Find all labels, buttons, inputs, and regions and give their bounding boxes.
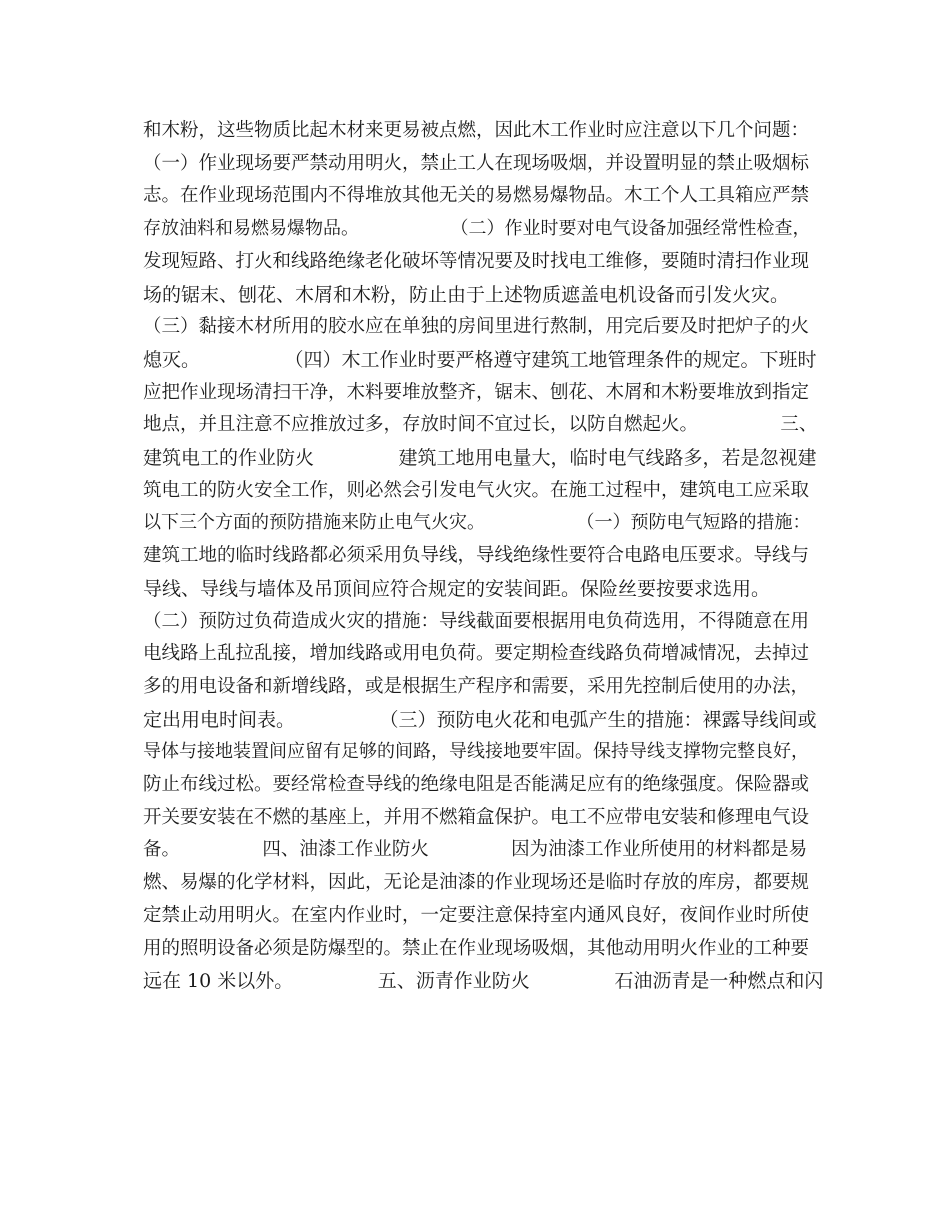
text-line: 备。 四、油漆工作业防火 因为油漆工作业所使用的材料都是易 — [143, 839, 808, 861]
text-line: 建筑电工的作业防火 建筑工地用电量大，临时电气线路多，若是忽视建 — [143, 447, 817, 469]
text-line: 建筑工地的临时线路都必须采用负导线，导线绝缘性要符合电路电压要求。导线与 — [143, 545, 810, 567]
text-line: 防止布线过松。要经常检查导线的绝缘电阻是否能满足应有的绝缘强度。保险器或 — [143, 774, 810, 795]
text-line: 用的照明设备必须是防爆型的。禁止在作业现场吸烟，其他动用明火作业的工种要 — [143, 937, 810, 959]
text-line: （二）预防过负荷造成火灾的措施：导线截面要根据用电负荷选用，不得随意在用 — [143, 610, 810, 632]
text-line: 场的锯末、刨花、木屑和木粉，防止由于上述物质遮盖电机设备而引发火灾。 — [143, 283, 790, 306]
text-line: （一）作业现场要严禁动用明火，禁止工人在现场吸烟，并设置明显的禁止吸烟标 — [143, 152, 810, 174]
text-line: 开关要安装在不燃的基座上，并用不燃箱盒保护。电工不应带电安装和修理电气设 — [143, 806, 810, 828]
text-line: 和木粉，这些物质比起木材来更易被点燃，因此木工作业时应注意以下几个问题： — [143, 120, 810, 141]
text-line: 导体与接地装置间应留有足够的间路，导线接地要牢固。保持导线支撑物完整良好， — [143, 741, 809, 763]
text-line: 定禁止动用明火。在室内作业时，一定要注意保持室内通风良好，夜间作业时所使 — [143, 904, 810, 926]
text-line: 导线、导线与墙体及吊顶间应符合规定的安装间距。保险丝要按要求选用。 — [143, 577, 771, 600]
text-line: 熄灭。 （四）木工作业时要严格遵守建筑工地管理条件的规定。下班时 — [143, 348, 817, 371]
text-line: 多的用电设备和新增线路，或是根据生产程序和需要，采用先控制后使用的办法， — [143, 675, 810, 697]
text-line: 地点，并且注意不应推放过多，存放时间不宜过长，以防自燃起火。 三、 — [143, 414, 818, 436]
text-line: 燃、易爆的化学材料，因此，无论是油漆的作业现场还是临时存放的库房，都要规 — [143, 872, 810, 894]
text-line: （三）黏接木材所用的胶水应在单独的房间里进行熬制，用完后要及时把炉子的火 — [143, 316, 810, 338]
text-line: 发现短路、打火和线路绝缘老化破坏等情况要及时找电工维修，要随时清扫作业现 — [143, 250, 810, 272]
text-line: 以下三个方面的预防措施来防止电气火灾。 （一）预防电气短路的措施： — [143, 512, 811, 534]
text-line: 远在 10 米以外。 五、沥青作业防火 石油沥青是一种燃点和闪 — [143, 970, 824, 993]
text-line: 定出用电时间表。 （三）预防电火花和电弧产生的措施：裸露导线间或 — [143, 708, 817, 731]
text-line: 存放油料和易燃易爆物品。 （二）作业时要对电气设备加强经常性检查， — [143, 218, 811, 240]
text-line: 应把作业现场清扫干净，木料要堆放整齐，锯末、刨花、木屑和木粉要堆放到指定 — [143, 381, 810, 403]
text-line: 电线路上乱拉乱接，增加线路或用电负荷。要定期检查线路负荷增减情况，去掉过 — [143, 643, 810, 665]
text-line: 筑电工的防火安全工作，则必然会引发电气火灾。在施工过程中，建筑电工应采取 — [143, 479, 810, 501]
text-line: 志。在作业现场范围内不得堆放其他无关的易燃易爆物品。木工个人工具箱应严禁 — [143, 185, 810, 207]
